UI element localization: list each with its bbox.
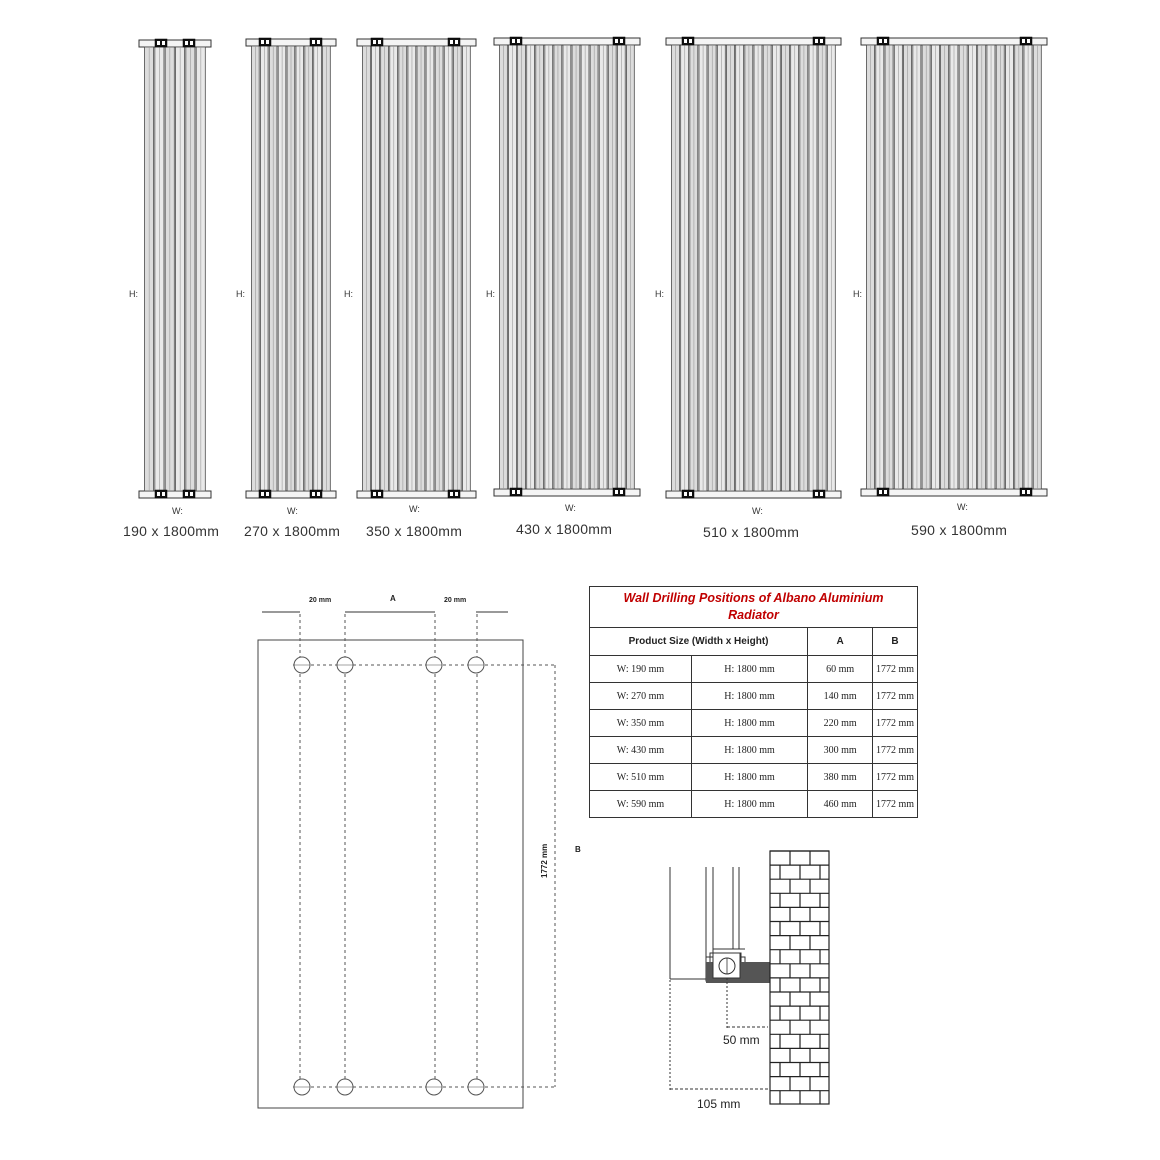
height-dimension-label: 1772 mm <box>540 843 549 878</box>
table-row <box>590 710 918 737</box>
mounting-bracket <box>155 39 167 47</box>
mounting-bracket <box>259 490 271 498</box>
table-title-line2: Radiator <box>728 608 779 622</box>
table-row <box>590 683 918 710</box>
table-row <box>590 764 918 791</box>
mounting-bracket <box>877 37 889 45</box>
header-b: B <box>873 628 918 656</box>
a-dimension-label: A <box>390 594 396 603</box>
radiator-outline <box>258 640 523 1108</box>
left-offset-label: 20 mm <box>309 597 332 604</box>
mounting-bracket <box>310 490 322 498</box>
header-a: A <box>808 628 873 656</box>
cell-b: 1772 mm <box>873 764 918 791</box>
radiator-4 <box>494 37 640 496</box>
cell-width: W: 190 mm <box>590 656 692 683</box>
mounting-bracket <box>877 488 889 496</box>
height-label: H: <box>129 289 138 299</box>
width-label: W: <box>287 506 298 516</box>
mounting-bracket <box>448 38 460 46</box>
radiator-3 <box>357 38 476 498</box>
cell-a: 60 mm <box>808 656 873 683</box>
cell-b: 1772 mm <box>873 656 918 683</box>
height-label: H: <box>236 289 245 299</box>
right-offset-label: 20 mm <box>444 597 467 604</box>
wall-offset-50-label: 50 mm <box>723 1033 760 1047</box>
drilling-diagram <box>0 560 1160 1160</box>
mounting-bracket <box>371 38 383 46</box>
mounting-bracket <box>183 39 195 47</box>
radiator-2 <box>246 38 336 498</box>
cell-width: W: 430 mm <box>590 737 692 764</box>
cell-width: W: 270 mm <box>590 683 692 710</box>
radiator-size-label-350: 350 x 1800mm <box>366 523 463 539</box>
cell-a: 140 mm <box>808 683 873 710</box>
width-label: W: <box>957 502 968 512</box>
height-label: H: <box>853 289 862 299</box>
cell-height: H: 1800 mm <box>692 764 808 791</box>
cell-width: W: 350 mm <box>590 710 692 737</box>
cell-height: H: 1800 mm <box>692 683 808 710</box>
cell-b: 1772 mm <box>873 737 918 764</box>
mounting-bracket <box>1020 37 1032 45</box>
mounting-bracket <box>682 490 694 498</box>
mounting-bracket <box>1020 488 1032 496</box>
drilling-positions-table <box>589 586 918 818</box>
height-label: H: <box>486 289 495 299</box>
mounting-bracket <box>613 488 625 496</box>
radiator-6 <box>861 37 1047 496</box>
width-label: W: <box>172 506 183 516</box>
table-title-line1: Wall Drilling Positions of Albano Aluminium <box>623 591 884 605</box>
width-label: W: <box>752 506 763 516</box>
radiator-size-label-510: 510 x 1800mm <box>703 524 800 540</box>
cell-a: 460 mm <box>808 791 873 818</box>
mounting-bracket <box>613 37 625 45</box>
width-label: W: <box>565 503 576 513</box>
wall-section <box>670 851 829 1111</box>
table-title <box>590 587 918 628</box>
brick-wall <box>770 851 829 1104</box>
cell-width: W: 590 mm <box>590 791 692 818</box>
mounting-bracket <box>448 490 460 498</box>
cell-a: 220 mm <box>808 710 873 737</box>
mounting-bracket <box>183 490 195 498</box>
table-row <box>590 791 918 818</box>
cell-height: H: 1800 mm <box>692 710 808 737</box>
cell-a: 300 mm <box>808 737 873 764</box>
cell-a: 380 mm <box>808 764 873 791</box>
mounting-bracket <box>371 490 383 498</box>
mounting-bracket <box>155 490 167 498</box>
table-row <box>590 656 918 683</box>
cell-b: 1772 mm <box>873 710 918 737</box>
cell-height: H: 1800 mm <box>692 737 808 764</box>
height-label: H: <box>655 289 664 299</box>
radiator-elevations <box>0 0 1160 560</box>
width-label: W: <box>409 504 420 514</box>
cell-b: 1772 mm <box>873 791 918 818</box>
cell-height: H: 1800 mm <box>692 791 808 818</box>
header-product-size: Product Size (Width x Height) <box>590 628 808 656</box>
radiator-size-label-590: 590 x 1800mm <box>911 522 1008 538</box>
mounting-bracket <box>510 488 522 496</box>
cell-width: W: 510 mm <box>590 764 692 791</box>
mounting-bracket <box>259 38 271 46</box>
radiator-size-label-190: 190 x 1800mm <box>123 523 220 539</box>
drill-holes <box>294 657 484 1095</box>
radiator-size-label-270: 270 x 1800mm <box>244 523 341 539</box>
radiator-1 <box>139 39 211 498</box>
b-dimension-label: B <box>575 845 581 854</box>
mounting-bracket <box>813 490 825 498</box>
cell-b: 1772 mm <box>873 683 918 710</box>
height-label: H: <box>344 289 353 299</box>
table-header-row <box>590 628 918 656</box>
mounting-bracket <box>813 37 825 45</box>
cell-height: H: 1800 mm <box>692 656 808 683</box>
radiator-5 <box>666 37 841 498</box>
mounting-bracket <box>682 37 694 45</box>
table-row <box>590 737 918 764</box>
radiator-size-label-430: 430 x 1800mm <box>516 521 613 537</box>
wall-offset-105-label: 105 mm <box>697 1097 741 1111</box>
mounting-bracket <box>510 37 522 45</box>
mounting-bracket <box>310 38 322 46</box>
